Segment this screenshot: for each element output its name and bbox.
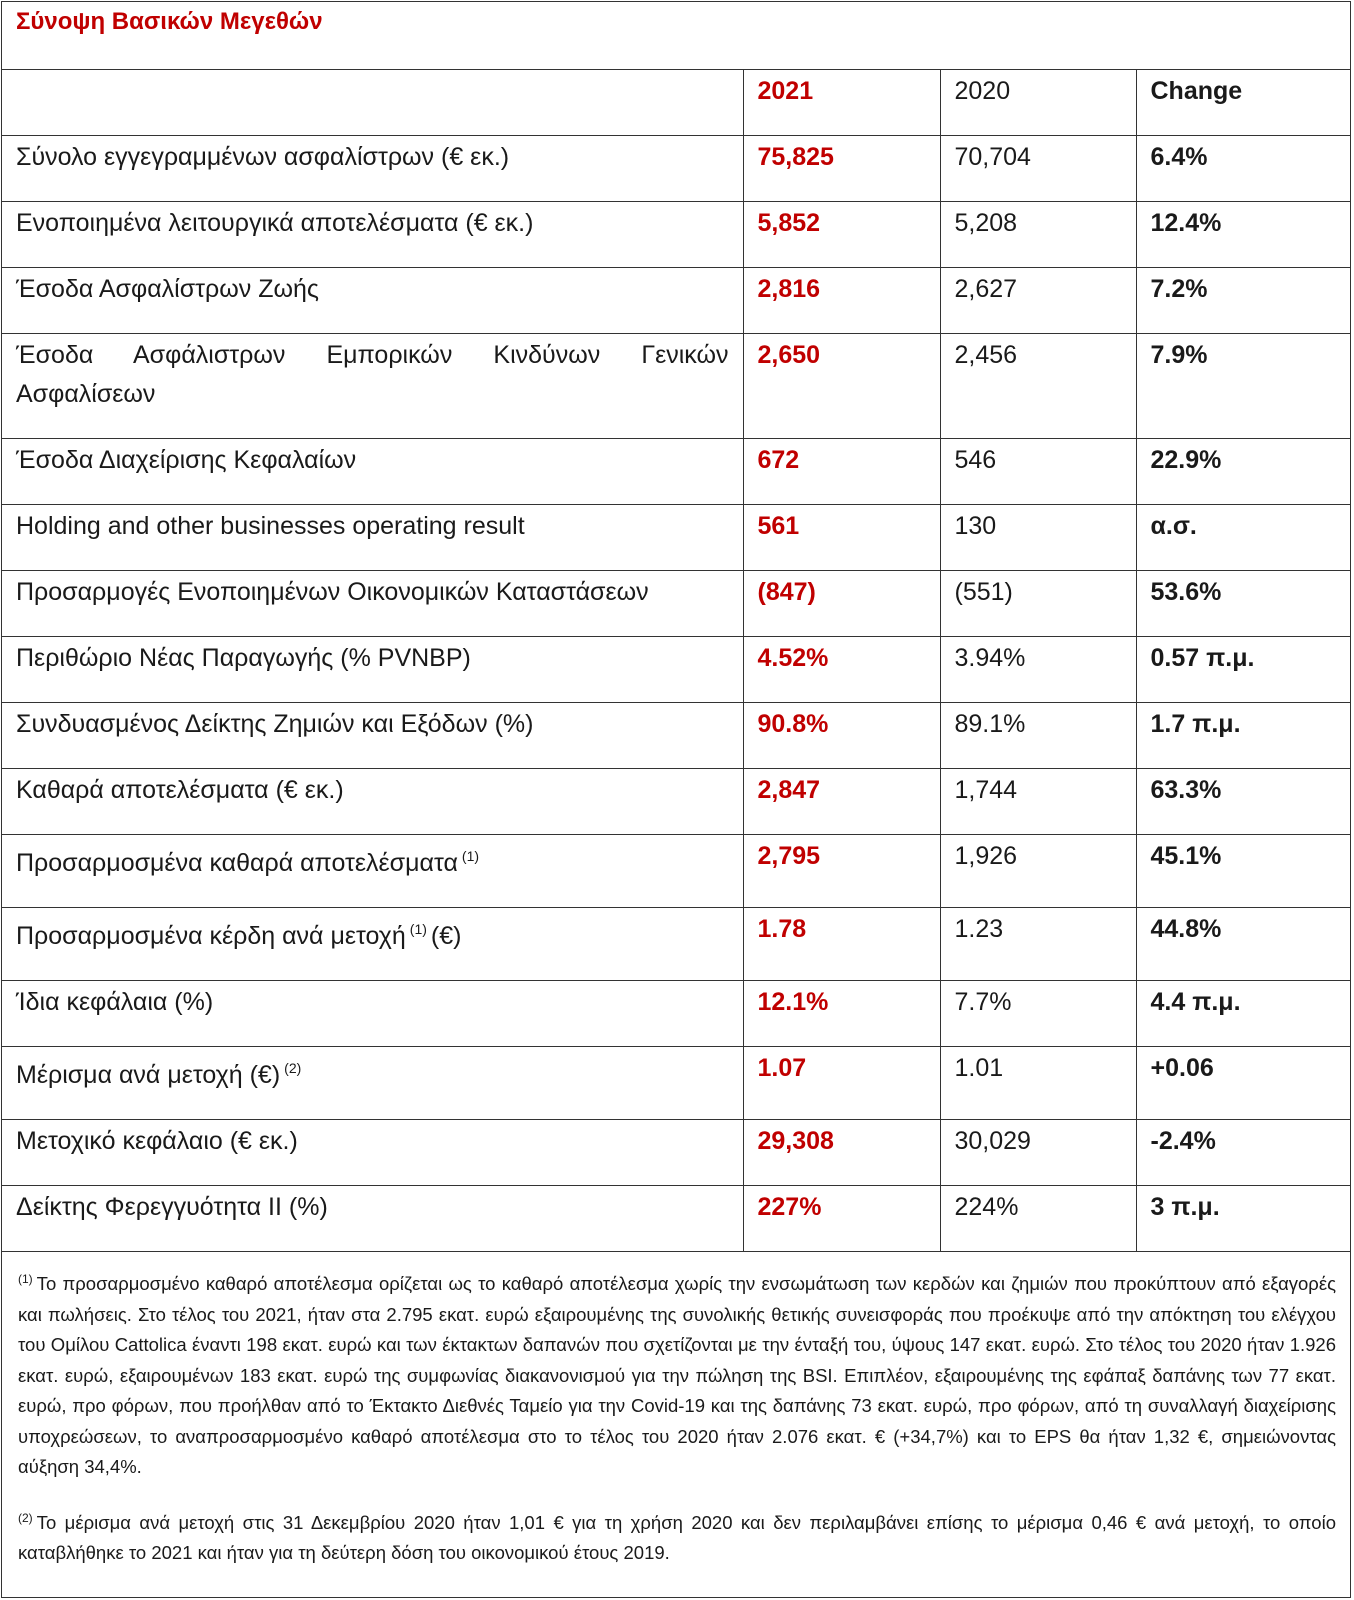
row-label-unit: (€) <box>430 922 462 950</box>
row-label: Ενοποιημένα λειτουργικά αποτελέσματα (€ εκ.) <box>16 209 534 237</box>
value-change: 44.8% <box>1136 908 1350 981</box>
value-change: 1.7 π.μ. <box>1136 703 1350 769</box>
footnote-text: Το μέρισμα ανά μετοχή στις 31 Δεκεμβρίου 2020 ήταν 1,01 € για τη χρήση 2020 και δεν περιλαμβάνει επίσης το μέρισμα 0,46 € ανά μετοχή, το οποίο καταβλήθηκε το 2021 και ήταν για τη δεύτερη δόση του οικονομικού έτους 2019. <box>18 1511 1336 1563</box>
value-2021: 1.78 <box>743 908 940 981</box>
value-change: 7.2% <box>1136 268 1350 334</box>
row-label: Προσαρμογές Ενοποιημένων Οικονομικών Καταστάσεων <box>16 578 649 606</box>
row-label: Προσαρμοσμένα κέρδη ανά μετοχή <box>16 922 406 950</box>
value-change: -2.4% <box>1136 1120 1350 1186</box>
value-2020: 70,704 <box>940 136 1136 202</box>
row-label: Μέρισμα ανά μετοχή (€) <box>16 1061 281 1089</box>
value-change: 12.4% <box>1136 202 1350 268</box>
table-row <box>2 981 1350 1047</box>
key-figures-table <box>2 70 1350 1252</box>
table-row <box>2 571 1350 637</box>
table-row <box>2 1186 1350 1252</box>
table-row <box>2 703 1350 769</box>
footnote-number: (1) <box>18 1272 33 1286</box>
value-2020: 224% <box>940 1186 1136 1252</box>
value-2021: 672 <box>743 439 940 505</box>
row-label: Holding and other businesses operating result <box>16 512 525 540</box>
value-change: α.σ. <box>1136 505 1350 571</box>
row-label-cell <box>2 136 743 202</box>
page-title: Σύνοψη Βασικών Μεγεθών <box>16 8 323 35</box>
row-label-cell <box>2 835 743 908</box>
value-change: +0.06 <box>1136 1047 1350 1120</box>
value-2021: 1.07 <box>743 1047 940 1120</box>
row-label: Συνδυασμένος Δείκτης Ζημιών και Εξόδων (%) <box>16 710 534 738</box>
value-change: 0.57 π.μ. <box>1136 637 1350 703</box>
table-row <box>2 835 1350 908</box>
table-row <box>2 637 1350 703</box>
table-row <box>2 268 1350 334</box>
value-2020: 2,627 <box>940 268 1136 334</box>
row-label: Καθαρά αποτελέσματα (€ εκ.) <box>16 776 344 804</box>
row-label-cell <box>2 637 743 703</box>
table-row <box>2 1047 1350 1120</box>
row-label: Δείκτης Φερεγγυότητα ΙΙ (%) <box>16 1193 328 1221</box>
value-2021: 2,795 <box>743 835 940 908</box>
value-2021: 2,847 <box>743 769 940 835</box>
title-row <box>2 2 1350 70</box>
value-2020: 1,926 <box>940 835 1136 908</box>
value-2020: 89.1% <box>940 703 1136 769</box>
value-2020: 2,456 <box>940 334 1136 439</box>
row-label-cell <box>2 505 743 571</box>
footnote-text: Το προσαρμοσμένο καθαρό αποτέλεσμα ορίζεται ως το καθαρό αποτέλεσμα χωρίς την ενσωμάτωση των κερδών και ζημιών που προκύπτουν από εξαγορές και πωλήσεις. Στο τέλος του 2021, ήταν στα 2.795 εκατ. ευρώ εξαιρουμένης της συνολικής θετικής συνεισφοράς που προέκυψε από την απόκτηση του ελέγχου του Ομίλου Cattolica έναντι 198 εκατ. ευρώ και των έκτακτων δαπανών που σχετίζονται με την ένταξή του, ύψους 147 εκατ. ευρώ. Στο τέλος του 2020 ήταν 1.926 εκατ. ευρώ, εξαιρουμένων 183 εκατ. ευρώ της συμφωνίας διακανονισμού για την πώληση της BSI. Επιπλέον, εξαιρουμένης της εφάπαξ δαπάνης των 77 εκατ. ευρώ, προ φόρων, που προήλθαν από το Έκτακτο Διεθνές Ταμείο για την Covid-19 και της δαπάνης 73 εκατ. ευρώ, προ φόρων, από τη συναλλαγή διαχείρισης υποχρεώσεων, το αναπροσαρμοσμένο καθαρό αποτέλεσμα στο το τέλος του 2020 ήταν 2.076 εκατ. € (+34,7%) και το EPS θα ήταν 1,32 €, σημειώνοντας αύξηση 34,4%. <box>18 1273 1336 1477</box>
row-label: Μετοχικό κεφάλαιο (€ εκ.) <box>16 1127 298 1155</box>
value-2020: 7.7% <box>940 981 1136 1047</box>
row-label: Έσοδα Ασφαλίστρων Ζωής <box>16 275 319 303</box>
table-row <box>2 334 1350 439</box>
footnotes <box>18 1264 1336 1589</box>
value-2021: 90.8% <box>743 703 940 769</box>
row-label-cell <box>2 1120 743 1186</box>
table-row <box>2 908 1350 981</box>
table-row <box>2 202 1350 268</box>
value-2020: 1,744 <box>940 769 1136 835</box>
header-2020: 2020 <box>940 70 1136 136</box>
row-label: Σύνολο εγγεγραμμένων ασφαλίστρων (€ εκ.) <box>16 143 510 171</box>
table-row <box>2 505 1350 571</box>
value-2021: 2,650 <box>743 334 940 439</box>
header-change: Change <box>1136 70 1350 136</box>
row-label-cell <box>2 981 743 1047</box>
value-change: 7.9% <box>1136 334 1350 439</box>
row-label-cell <box>2 202 743 268</box>
value-2020: 546 <box>940 439 1136 505</box>
value-2020: 5,208 <box>940 202 1136 268</box>
value-2020: 1.01 <box>940 1047 1136 1120</box>
row-label: Έσοδα Ασφάλιστρων Εμπορικών Κινδύνων Γενικών Ασφαλίσεων <box>16 341 729 408</box>
value-2021: 12.1% <box>743 981 940 1047</box>
value-change: 45.1% <box>1136 835 1350 908</box>
footnote-marker: (1) <box>409 921 427 937</box>
value-change: 22.9% <box>1136 439 1350 505</box>
row-label: Ίδια κεφάλαια (%) <box>16 988 214 1016</box>
header-label-cell <box>2 70 743 136</box>
row-label-cell <box>2 334 743 439</box>
value-2020: 30,029 <box>940 1120 1136 1186</box>
row-label-cell <box>2 268 743 334</box>
footnote <box>18 1264 1336 1483</box>
value-change: 4.4 π.μ. <box>1136 981 1350 1047</box>
value-change: 63.3% <box>1136 769 1350 835</box>
table-row <box>2 769 1350 835</box>
key-figures-document <box>1 1 1351 1598</box>
row-label-cell <box>2 703 743 769</box>
value-2021: 227% <box>743 1186 940 1252</box>
value-2021: 75,825 <box>743 136 940 202</box>
footnote-marker: (1) <box>461 848 480 864</box>
value-change: 6.4% <box>1136 136 1350 202</box>
row-label-cell <box>2 571 743 637</box>
row-label: Προσαρμοσμένα καθαρά αποτελέσματα <box>16 849 458 877</box>
row-label-cell <box>2 769 743 835</box>
value-2020: 3.94% <box>940 637 1136 703</box>
row-label-cell <box>2 1047 743 1120</box>
row-label-cell <box>2 1186 743 1252</box>
value-2020: 1.23 <box>940 908 1136 981</box>
value-change: 53.6% <box>1136 571 1350 637</box>
table-row <box>2 1120 1350 1186</box>
table-row <box>2 439 1350 505</box>
header-2021: 2021 <box>743 70 940 136</box>
value-2021: 561 <box>743 505 940 571</box>
value-2021: 29,308 <box>743 1120 940 1186</box>
row-label: Περιθώριο Νέας Παραγωγής (% PVNBP) <box>16 644 471 672</box>
table-header-row <box>2 70 1350 136</box>
row-label-cell <box>2 908 743 981</box>
footnote-marker: (2) <box>284 1060 302 1076</box>
row-label: Έσοδα Διαχείρισης Κεφαλαίων <box>16 446 357 474</box>
value-2020: (551) <box>940 571 1136 637</box>
value-2020: 130 <box>940 505 1136 571</box>
value-change: 3 π.μ. <box>1136 1186 1350 1252</box>
value-2021: 2,816 <box>743 268 940 334</box>
value-2021: 5,852 <box>743 202 940 268</box>
footnote-number: (2) <box>18 1510 33 1525</box>
value-2021: 4.52% <box>743 637 940 703</box>
table-row <box>2 136 1350 202</box>
value-2021: (847) <box>743 571 940 637</box>
row-label-cell <box>2 439 743 505</box>
footnote <box>18 1503 1336 1569</box>
